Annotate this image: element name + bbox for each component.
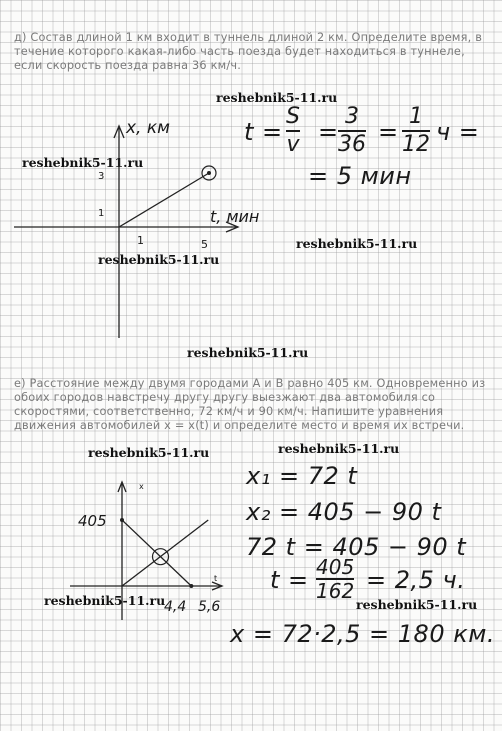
watermark: reshebnik5-11.ru xyxy=(356,597,478,612)
y-axis xyxy=(118,482,126,620)
denominator: 12 xyxy=(402,132,430,157)
numerator: 405 xyxy=(316,555,355,579)
fraction-405-162 xyxy=(316,556,354,602)
y-tick-label: 405 xyxy=(78,512,107,530)
y-axis-label: x xyxy=(139,482,144,491)
solution2-line5: x = 72·2,5 = 180 км. xyxy=(230,620,495,648)
x-tick-label: 4,4 xyxy=(164,599,187,615)
watermark: reshebnik5-11.ru xyxy=(98,252,220,267)
watermark: reshebnik5-11.ru xyxy=(187,345,309,360)
x-tick-label: 1 xyxy=(137,234,144,247)
y-tick-label: 3 xyxy=(98,171,105,182)
denominator: v xyxy=(286,132,300,157)
watermark: reshebnik5-11.ru xyxy=(22,155,144,170)
watermark: reshebnik5-11.ru xyxy=(278,441,400,456)
equals-sign: = xyxy=(378,118,399,146)
car-1-line xyxy=(122,520,208,586)
x-tick-label: 5,6 xyxy=(198,599,221,615)
watermark: reshebnik5-11.ru xyxy=(44,593,166,608)
numerator: 3 xyxy=(345,104,359,129)
solution1-result: = 5 мин xyxy=(308,162,412,190)
watermark: reshebnik5-11.ru xyxy=(88,445,210,460)
unit-hours: ч = xyxy=(436,118,480,146)
numerator: S xyxy=(286,104,300,129)
y-tick-label: 1 xyxy=(98,208,105,219)
problem-e-text: е) Расстояние между двумя городами A и B равно 405 км. Одновременно из обоих городов навстречу другу другу выезжают два автомобиля со скоростями, соответственно, 72 км/ч и 90 км/ч. Напишите уравнения движения автомобилей x = x(t) и определите место и время их встречи. xyxy=(14,377,486,432)
x-tick-label: 5 xyxy=(201,238,208,251)
solution2-line2: x₂ = 405 − 90 t xyxy=(246,498,442,526)
solution2-line1: x₁ = 72 t xyxy=(246,462,358,490)
denominator: 36 xyxy=(338,132,366,157)
end-dot xyxy=(189,584,193,588)
x-axis xyxy=(70,582,222,590)
denominator: 162 xyxy=(316,579,355,603)
watermark: reshebnik5-11.ru xyxy=(216,90,338,105)
y-axis-label: x, км xyxy=(126,118,170,138)
watermark: reshebnik5-11.ru xyxy=(296,236,418,251)
numerator: 1 xyxy=(409,104,423,129)
solution2-t-result: = 2,5 ч. xyxy=(366,566,466,594)
solution2-line3: 72 t = 405 − 90 t xyxy=(246,533,467,561)
car-2-line xyxy=(122,520,191,586)
solution2-t: t = xyxy=(270,566,309,594)
x-axis-label: t xyxy=(214,574,218,583)
x-axis-label: t, мин xyxy=(210,207,260,226)
equals-sign: = xyxy=(318,118,339,146)
solution1-t: t = xyxy=(244,118,283,146)
problem-d-text: д) Состав длиной 1 км входит в туннель длиной 2 км. Определите время, в течение которого какая-либо часть поезда будет находиться в туннеле, если скорость поезда равна 36 км/ч. xyxy=(14,31,483,72)
start-dot xyxy=(120,518,124,522)
